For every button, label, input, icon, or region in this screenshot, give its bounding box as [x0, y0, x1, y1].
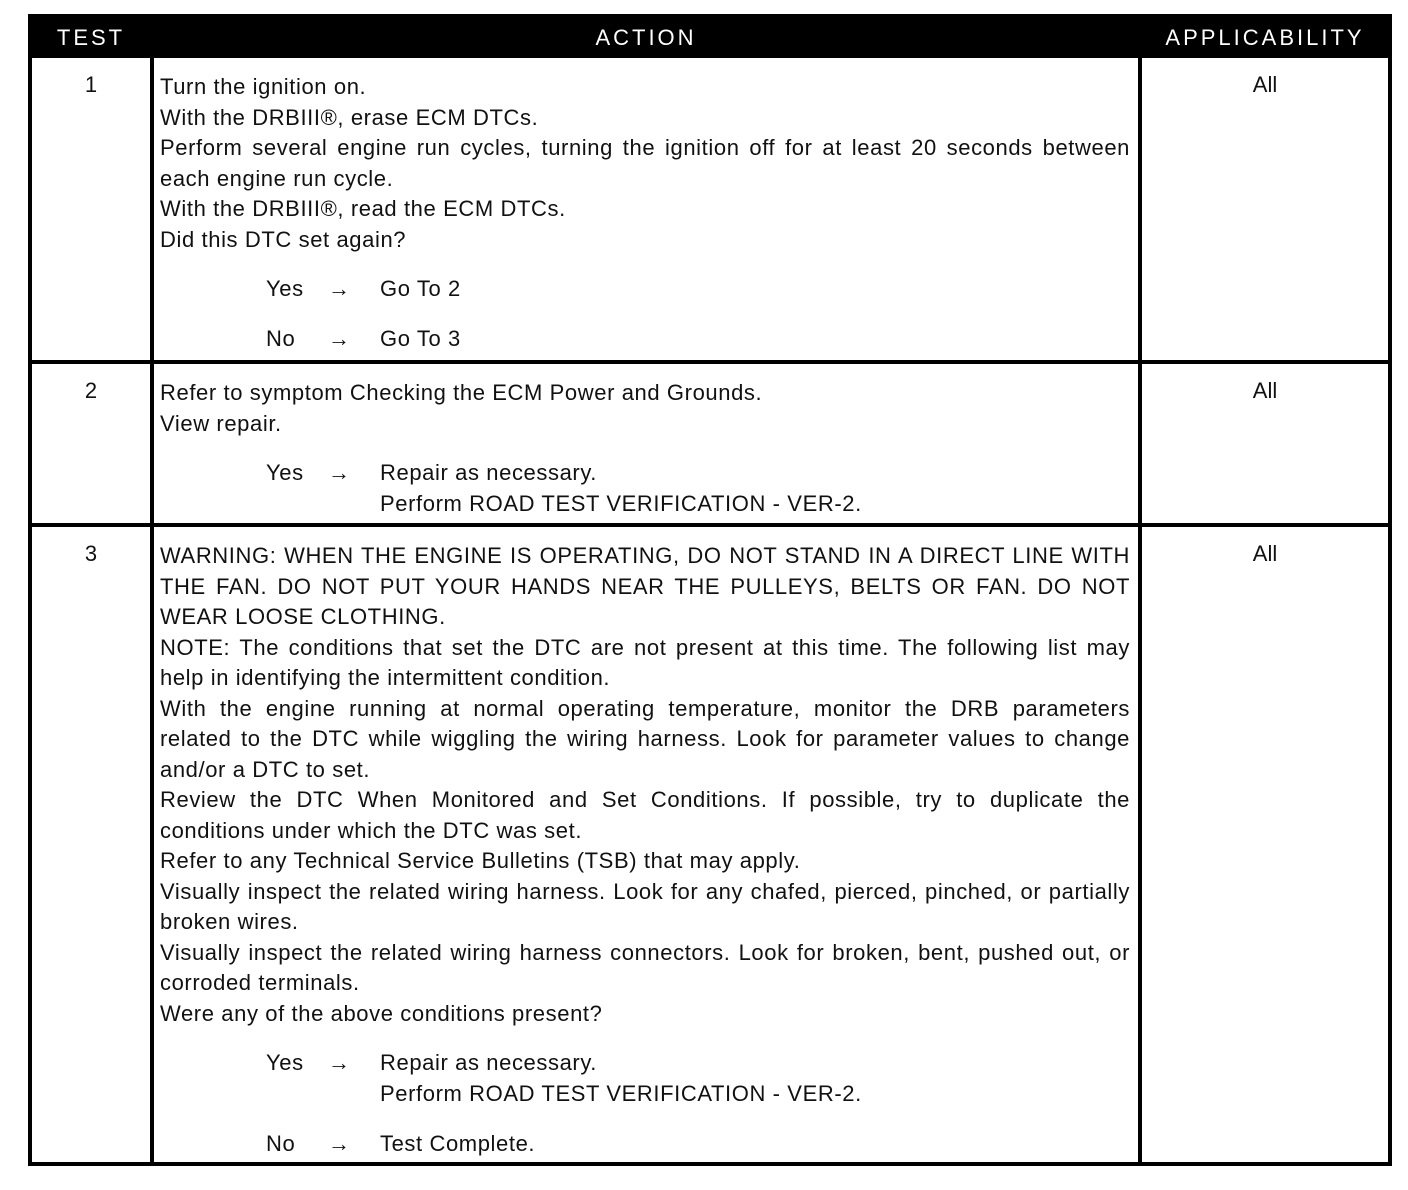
branch-label: No — [266, 1131, 296, 1156]
table-row — [32, 527, 1388, 1166]
branch-no — [160, 1129, 1130, 1160]
branch-continuation — [160, 489, 1130, 520]
table-row — [32, 58, 1388, 360]
branch-label: Yes — [266, 460, 304, 485]
branch-label: Yes — [266, 276, 304, 301]
branch-no — [160, 324, 1130, 355]
test-number: 3 — [84, 541, 98, 566]
header-applicability: APPLICABILITY — [1165, 25, 1365, 50]
applicability-value: All — [1252, 378, 1278, 403]
branch-label: Yes — [266, 1050, 304, 1075]
table-row — [32, 364, 1388, 523]
action-line: Visually inspect the related wiring harness connectors. Look for broken, bent, pushed out, or corroded terminals. — [160, 939, 1130, 995]
action-line: Refer to symptom Checking the ECM Power and Grounds. — [160, 380, 763, 405]
arrow-right-icon: → — [328, 1050, 351, 1075]
action-line: Perform several engine run cycles, turning the ignition off for at least 20 seconds between each engine run cycle. — [160, 135, 1130, 191]
branch-result: Repair as necessary. — [380, 1050, 598, 1075]
arrow-right-icon: → — [328, 276, 351, 301]
table-header — [32, 18, 1388, 58]
action-line: Were any of the above conditions present? — [160, 1000, 603, 1026]
action-line: Refer to any Technical Service Bulletins (TSB) that may apply. — [160, 848, 801, 873]
diagnostic-table — [28, 14, 1392, 1166]
note-text: NOTE: The conditions that set the DTC are not present at this time. The following list may help in identifying the intermittent condition. — [160, 634, 1130, 690]
branch-yes — [160, 458, 1130, 489]
action-cell — [160, 72, 1130, 354]
action-line: With the engine running at normal operating temperature, monitor the DRB parameters related to the DTC while wiggling the wiring harness. Look for parameter values to change and/or a DTC to set. — [160, 695, 1130, 782]
branch-label: No — [266, 325, 296, 351]
branch-result: Go To 2 — [380, 276, 461, 301]
applicability-value: All — [1252, 72, 1278, 97]
action-line: Review the DTC When Monitored and Set Conditions. If possible, try to duplicate the conditions under which the DTC was set. — [160, 787, 1130, 843]
branch-result-2: Perform ROAD TEST VERIFICATION - VER-2. — [380, 1080, 862, 1106]
action-line: With the DRBIII®, erase ECM DTCs. — [160, 104, 539, 130]
branch-result: Go To 3 — [380, 325, 461, 351]
branch-continuation — [160, 1079, 1130, 1110]
arrow-right-icon: → — [328, 460, 351, 485]
action-line: Did this DTC set again? — [160, 226, 407, 252]
action-line: View repair. — [160, 410, 282, 436]
header-action: ACTION — [595, 25, 697, 50]
action-line: Turn the ignition on. — [160, 74, 367, 99]
arrow-right-icon: → — [328, 1131, 351, 1156]
branch-result: Test Complete. — [380, 1131, 536, 1156]
action-line: Visually inspect the related wiring harness. Look for any chafed, pierced, pinched, or partially broken wires. — [160, 878, 1130, 934]
branch-yes — [160, 274, 1130, 305]
header-test: TEST — [56, 25, 126, 50]
test-number: 1 — [84, 72, 98, 97]
applicability-value: All — [1252, 541, 1278, 566]
action-cell — [160, 541, 1130, 1160]
branch-result: Repair as necessary. — [380, 460, 598, 485]
branch-yes — [160, 1048, 1130, 1079]
action-cell — [160, 378, 1130, 519]
arrow-right-icon: → — [328, 325, 351, 351]
action-line: With the DRBIII®, read the ECM DTCs. — [160, 196, 566, 221]
branch-result-2: Perform ROAD TEST VERIFICATION - VER-2. — [380, 490, 862, 516]
warning-text: WARNING: WHEN THE ENGINE IS OPERATING, DO NOT STAND IN A DIRECT LINE WITH THE FAN. DO NOT PUT YOUR HANDS NEAR THE PULLEYS, BELTS OR FAN. DO NOT WEAR LOOSE CLOTHING. — [160, 543, 1130, 629]
test-number: 2 — [84, 378, 98, 403]
